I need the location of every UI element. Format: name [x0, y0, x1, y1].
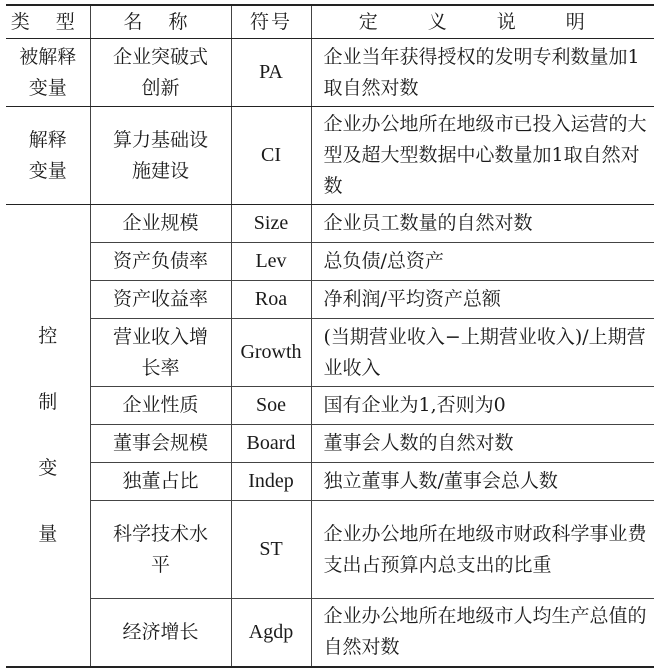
- variable-definition-table: [6, 4, 654, 668]
- definition-cell: 独立董事人数/董事会总人数: [311, 463, 654, 501]
- name-cell: 经济增长: [90, 599, 231, 667]
- symbol-cell: Soe: [231, 387, 311, 425]
- name-cell: 科学技术水平: [90, 501, 231, 599]
- control-row: [6, 501, 654, 599]
- control-row: [6, 425, 654, 463]
- control-row: [6, 387, 654, 425]
- name-cell: 独董占比: [90, 463, 231, 501]
- header-type: 类 型: [6, 5, 90, 39]
- symbol-cell: Size: [231, 205, 311, 243]
- type-control: [6, 205, 90, 667]
- type-control-char: 变: [38, 457, 58, 480]
- control-row: [6, 599, 654, 667]
- symbol-cell: Lev: [231, 243, 311, 281]
- type-explanatory: 解释变量: [6, 107, 90, 205]
- name-cell: 企业性质: [90, 387, 231, 425]
- header-symbol: 符号: [231, 5, 311, 39]
- definition-cell: 企业办公地所在地级市已投入运营的大型及超大型数据中心数量加1取自然对数: [311, 107, 654, 205]
- name-cell: 资产收益率: [90, 281, 231, 319]
- header-definition: 定 义 说 明: [311, 5, 654, 39]
- definition-cell: 总负债/总资产: [311, 243, 654, 281]
- name-cell: 算力基础设施建设: [90, 107, 231, 205]
- symbol-cell: Indep: [231, 463, 311, 501]
- control-row: [6, 319, 654, 387]
- type-control-char: 制: [38, 391, 58, 414]
- header-row: [6, 5, 654, 39]
- control-row: [6, 281, 654, 319]
- definition-cell: 净利润/平均资产总额: [311, 281, 654, 319]
- type-control-char: 量: [38, 523, 58, 546]
- definition-cell: 企业员工数量的自然对数: [311, 205, 654, 243]
- control-row: [6, 243, 654, 281]
- symbol-cell: PA: [231, 39, 311, 107]
- type-control-char: 控: [38, 325, 58, 348]
- symbol-cell: CI: [231, 107, 311, 205]
- name-cell: 营业收入增长率: [90, 319, 231, 387]
- symbol-cell: ST: [231, 501, 311, 599]
- definition-cell: (当期营业收入−上期营业收入)/上期营业收入: [311, 319, 654, 387]
- control-row: [6, 205, 654, 243]
- symbol-cell: Board: [231, 425, 311, 463]
- name-cell: 企业突破式创新: [90, 39, 231, 107]
- type-dependent: 被解释变量: [6, 39, 90, 107]
- name-cell: 董事会规模: [90, 425, 231, 463]
- symbol-cell: Growth: [231, 319, 311, 387]
- header-name: 名 称: [90, 5, 231, 39]
- definition-cell: 企业办公地所在地级市财政科学事业费支出占预算内总支出的比重: [311, 501, 654, 599]
- symbol-cell: Agdp: [231, 599, 311, 667]
- name-cell: 资产负债率: [90, 243, 231, 281]
- definition-cell: 董事会人数的自然对数: [311, 425, 654, 463]
- symbol-cell: Roa: [231, 281, 311, 319]
- explanatory-variable-row: [6, 107, 654, 205]
- control-row: [6, 463, 654, 501]
- name-cell: 企业规模: [90, 205, 231, 243]
- dependent-variable-row: [6, 39, 654, 107]
- definition-cell: 企业当年获得授权的发明专利数量加1取自然对数: [311, 39, 654, 107]
- definition-cell: 企业办公地所在地级市人均生产总值的自然对数: [311, 599, 654, 667]
- definition-cell: 国有企业为1,否则为0: [311, 387, 654, 425]
